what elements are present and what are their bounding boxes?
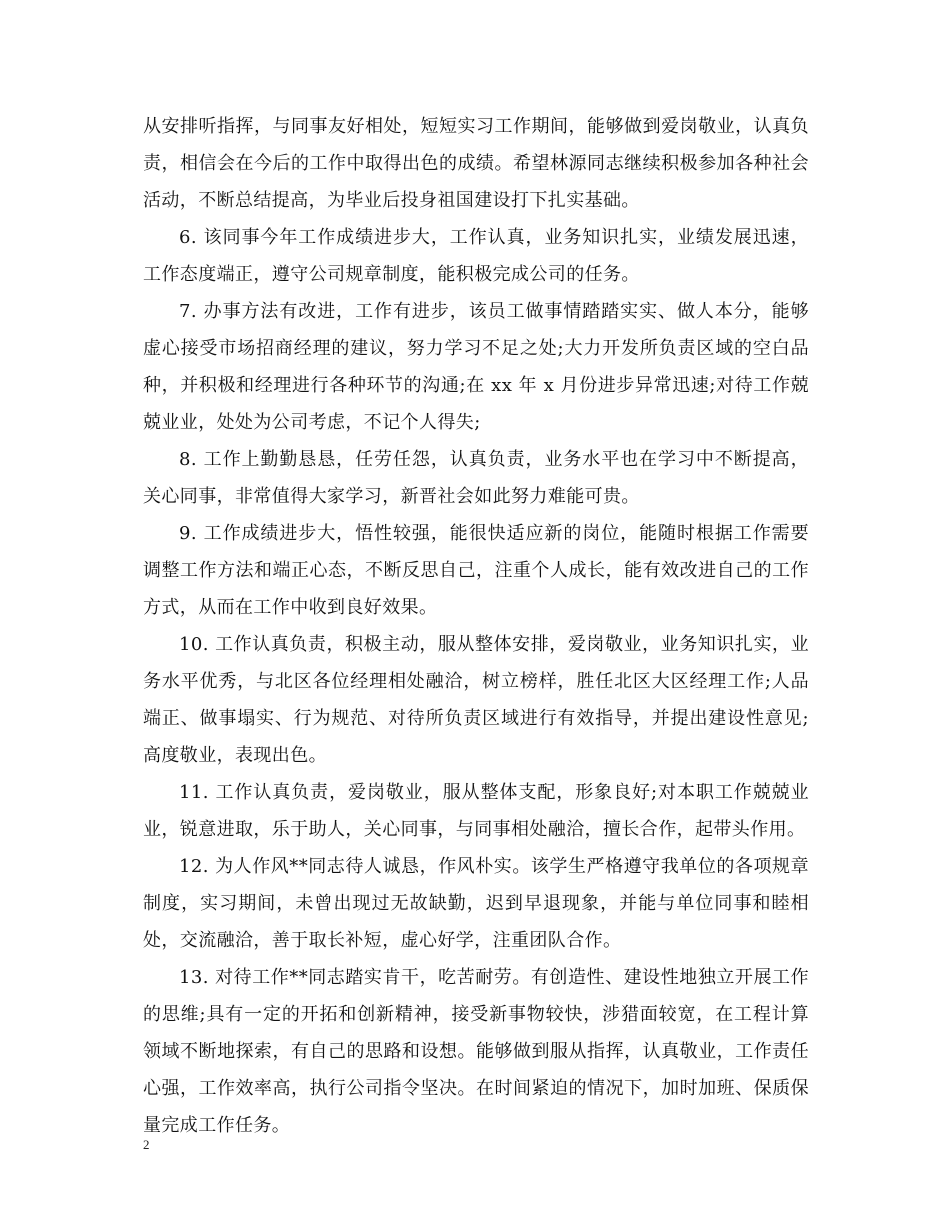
page-number: 2 — [143, 1137, 150, 1152]
paragraph-item-8: 8. 工作上勤勤恳恳，任劳任怨，认真负责，业务水平也在学习中不断提高，关心同事，非常值得大家学习，新晋社会如此努力难能可贵。 — [143, 449, 809, 507]
paragraph-item-6: 6. 该同事今年工作成绩进步大，工作认真，业务知识扎实，业绩发展迅速，工作态度端正，遵守公司规章制度，能积极完成公司的任务。 — [143, 227, 809, 285]
paragraph-item-12: 12. 为人作风**同志待人诚恳，作风朴实。该学生严格遵守我单位的各项规章制度，实习期间，未曾出现过无故缺勤，迟到早退现象，并能与单位同事和睦相处，交流融洽，善于取长补短，虚心好学，注重团队合作。 — [143, 856, 809, 951]
paragraph-item-11: 11. 工作认真负责，爱岗敬业，服从整体支配，形象良好;对本职工作兢兢业业，锐意进取，乐于助人，关心同事，与同事相处融洽，擅长合作，起带头作用。 — [143, 782, 809, 840]
document-body — [143, 108, 809, 1144]
paragraph-continued: 从安排听指挥，与同事友好相处，短短实习工作期间，能够做到爱岗敬业，认真负责，相信会在今后的工作中取得出色的成绩。希望林源同志继续积极参加各种社会活动，不断总结提高，为毕业后投身祖国建设打下扎实基础。 — [143, 116, 809, 211]
paragraph-item-13: 13. 对待工作**同志踏实肯干，吃苦耐劳。有创造性、建设性地独立开展工作的思维;具有一定的开拓和创新精神，接受新事物较快，涉猎面较宽，在工程计算领域不断地探索，有自己的思路和设想。能够做到服从指挥，认真敬业，工作责任心强，工作效率高，执行公司指令坚决。在时间紧迫的情况下，加时加班、保质保量完成工作任务。 — [143, 967, 809, 1136]
paragraph-item-10: 10. 工作认真负责，积极主动，服从整体安排，爱岗敬业，业务知识扎实，业务水平优秀，与北区各位经理相处融洽，树立榜样，胜任北区大区经理工作;人品端正、做事塌实、行为规范、对待所负责区域进行有效指导，并提出建设性意见;高度敬业，表现出色。 — [143, 634, 809, 766]
paragraph-item-9: 9. 工作成绩进步大，悟性较强，能很快适应新的岗位，能随时根据工作需要调整工作方法和端正心态，不断反思自己，注重个人成长，能有效改进自己的工作方式，从而在工作中收到良好效果。 — [143, 523, 809, 618]
paragraph-item-7: 7. 办事方法有改进，工作有进步，该员工做事情踏踏实实、做人本分，能够虚心接受市场招商经理的建议，努力学习不足之处;大力开发所负责区域的空白品种，并积极和经理进行各种环节的沟通;在 xx 年 x 月份进步异常迅速;对待工作兢兢业业，处处为公司考虑，不记个人得失; — [143, 301, 809, 433]
